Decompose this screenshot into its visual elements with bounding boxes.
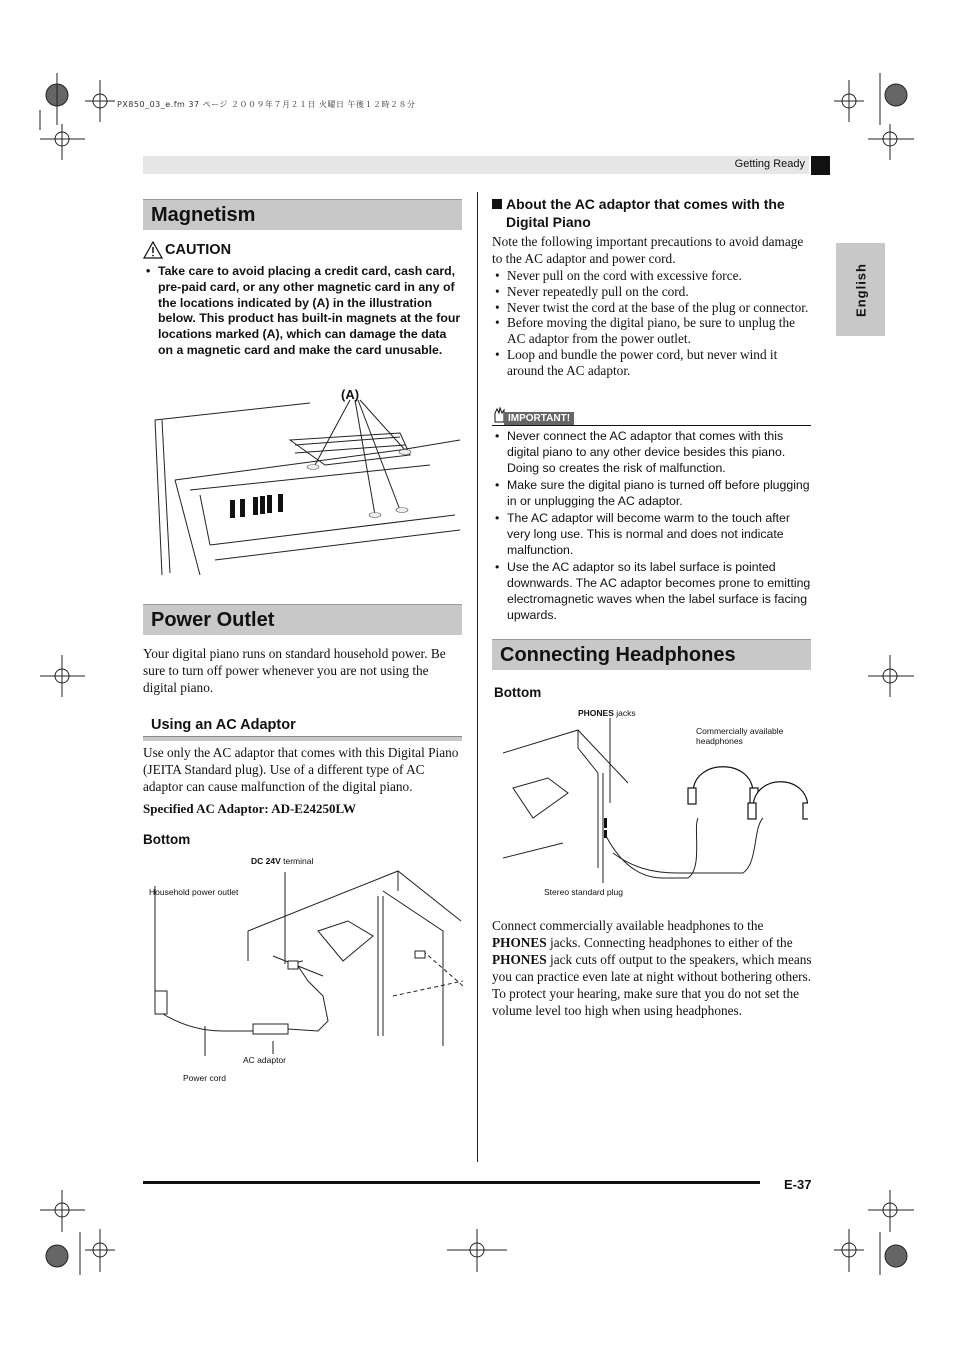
ac-adaptor-caption: AC adaptor bbox=[243, 1055, 286, 1065]
specified-adaptor: Specified AC Adaptor: AD-E24250LW bbox=[143, 801, 356, 816]
figure-label-a: (A) bbox=[341, 387, 360, 402]
list-item: • Make sure the digital piano is turned off before plugging in or unplugging the AC adaptor. bbox=[492, 477, 812, 509]
caution-heading bbox=[143, 241, 231, 259]
ac-about-heading bbox=[492, 195, 812, 231]
list-item: • The AC adaptor will become warm to the touch after very long use. This is normal and does not indicate malfunction. bbox=[492, 510, 812, 558]
print-metadata: PX850_03_e.fm 37 ページ ２００９年７月２１日 火曜日 午後１２時２８分 bbox=[117, 100, 416, 109]
ac-about-list bbox=[492, 268, 810, 379]
bottom-label-right: Bottom bbox=[494, 685, 542, 700]
caution-list bbox=[143, 264, 461, 359]
stereo-plug-caption: Stereo standard plug bbox=[544, 887, 623, 897]
list-item: • Use the AC adaptor so its label surface is pointed downwards. The AC adaptor becomes prone to emitting electromagnetic waves when the label surface is facing upwards. bbox=[492, 559, 812, 623]
subheading-rule bbox=[143, 736, 462, 741]
phones-jacks-caption bbox=[578, 708, 636, 718]
power-outlet-heading: Power Outlet bbox=[143, 604, 462, 635]
magnetism-heading: Magnetism bbox=[143, 199, 462, 230]
running-header-title: Getting Ready bbox=[734, 158, 805, 170]
column-divider bbox=[477, 192, 478, 1162]
important-label: IMPORTANT! bbox=[504, 412, 574, 425]
phones-term-1: PHONES bbox=[492, 935, 547, 950]
headphones-p1: Connect commercially available headphones to the bbox=[492, 918, 764, 933]
page-number: E-37 bbox=[784, 1177, 812, 1192]
ac-about-intro: Note the following important precautions to avoid damage to the AC adaptor and power cord. bbox=[492, 234, 804, 266]
headphones-p3: jack cuts off output to the speakers, which means you can practice even late at night without bothering others. To protect your hearing, make sure that you do not set the volume level too high when using headphones. bbox=[492, 952, 812, 1018]
list-item: • Never repeatedly pull on the cord. bbox=[492, 284, 810, 300]
list-item: • Loop and bundle the power cord, but never wind it around the AC adaptor. bbox=[492, 347, 810, 379]
household-outlet-caption: Household power outlet bbox=[149, 887, 239, 897]
power-outlet-intro: Your digital piano runs on standard household power. Be sure to turn off power whenever you are not using the digital piano. bbox=[143, 646, 446, 695]
ac-about-title-line2: Digital Piano bbox=[506, 214, 591, 230]
important-header bbox=[492, 406, 811, 426]
ac-adaptor-body: Use only the AC adaptor that comes with this Digital Piano (JEITA Standard plug). Use of a different type of AC adaptor can cause malfunction of the digital piano. bbox=[143, 745, 459, 794]
dc-terminal-caption bbox=[251, 856, 313, 866]
phones-jacks-strong: PHONES bbox=[578, 708, 614, 718]
list-item: • Never connect the AC adaptor that comes with this digital piano to any other device besides this piano. Doing so creates the risk of malfunction. bbox=[492, 428, 812, 476]
language-tab-label: English bbox=[853, 262, 868, 317]
square-bullet-icon bbox=[492, 199, 502, 209]
caution-item: • Take care to avoid placing a credit card, cash card, pre-paid card, or any other magnetic card in any of the locations indicated by (A) in the illustration below. This product has built-in magnets at the four locations marked (A), which can damage the data on a magnetic card and make the card unusable. bbox=[143, 264, 461, 359]
header-marker bbox=[811, 156, 830, 175]
connecting-headphones-heading: Connecting Headphones bbox=[492, 639, 811, 670]
ac-adaptor-subheading: Using an AC Adaptor bbox=[151, 717, 296, 733]
list-item: • Before moving the digital piano, be sure to unplug the AC adaptor from the power outlet. bbox=[492, 315, 810, 347]
dc-terminal-rest: terminal bbox=[280, 856, 314, 866]
bottom-label-left: Bottom bbox=[143, 832, 191, 847]
piano-magnet-illustration bbox=[150, 395, 462, 580]
commercial-line1: Commercially available bbox=[696, 726, 784, 736]
headphones-p2: jacks. Connecting headphones to either of the bbox=[546, 935, 793, 950]
list-item: • Never twist the cord at the base of the plug or connector. bbox=[492, 300, 810, 316]
important-list bbox=[492, 428, 812, 623]
caution-label: CAUTION bbox=[165, 242, 232, 258]
phones-term-2: PHONES bbox=[492, 952, 547, 967]
ac-about-title-line1: About the AC adaptor that comes with the bbox=[506, 196, 785, 212]
phones-jacks-rest: jacks bbox=[613, 708, 636, 718]
power-connection-illustration bbox=[143, 866, 463, 1056]
dc-terminal-strong: DC 24V bbox=[251, 856, 281, 866]
running-header-bar bbox=[143, 156, 809, 174]
footer-rule bbox=[143, 1181, 760, 1184]
headphones-body bbox=[492, 917, 812, 1019]
list-item: • Never pull on the cord with excessive force. bbox=[492, 268, 810, 284]
warning-triangle-icon bbox=[143, 241, 163, 259]
commercial-line2: headphones bbox=[696, 736, 743, 746]
power-cord-caption: Power cord bbox=[183, 1073, 226, 1083]
headphones-illustration bbox=[503, 718, 808, 883]
language-tab bbox=[836, 243, 885, 336]
